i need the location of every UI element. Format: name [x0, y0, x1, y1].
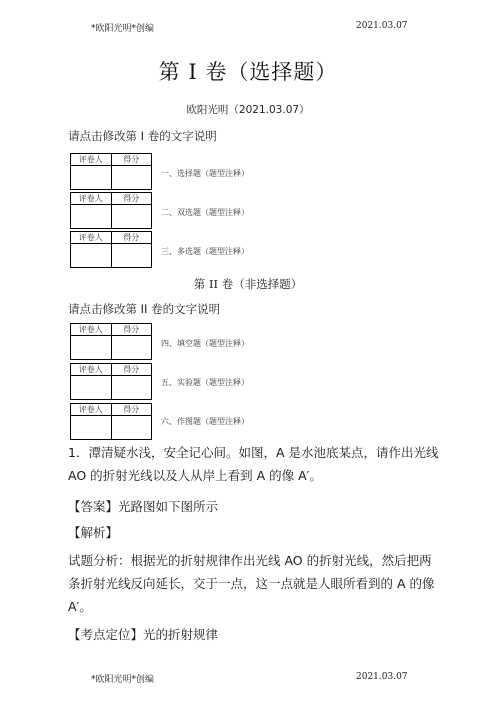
section-label-5: 五、实验题（题型注释） — [161, 378, 249, 387]
reviewer-cell[interactable] — [71, 336, 112, 360]
reviewer-header: 评卷人 — [71, 364, 112, 376]
reviewer-cell[interactable] — [71, 166, 112, 190]
analysis-line-2: 条折射光线反向延长，交于一点，这一点就是人眼所看到的 A 的像 — [68, 576, 435, 591]
score-cell[interactable] — [111, 416, 152, 440]
part2-title: 第 II 卷（非选择题） — [193, 277, 303, 291]
score-table-1 — [70, 153, 152, 190]
score-cell[interactable] — [111, 244, 152, 268]
score-header: 得分 — [111, 364, 152, 376]
author-line: 欧阳光明（2021.03.07） — [186, 104, 310, 116]
score-table-5 — [70, 363, 152, 400]
score-table-6 — [70, 403, 152, 440]
analysis-label: 【解析】 — [68, 525, 119, 540]
reviewer-cell[interactable] — [71, 416, 112, 440]
score-header: 得分 — [111, 324, 152, 336]
question-line-2: AO 的折射光线以及人从岸上看到 A 的像 A′。 — [68, 468, 323, 483]
section-label-3: 三、多选题（题型注释） — [161, 247, 249, 256]
reviewer-cell[interactable] — [71, 376, 112, 400]
score-header: 得分 — [111, 193, 152, 205]
section-label-4: 四、填空题（题型注释） — [161, 339, 249, 348]
score-cell[interactable] — [111, 376, 152, 400]
score-cell[interactable] — [111, 166, 152, 190]
score-cell[interactable] — [111, 205, 152, 229]
analysis-line-1: 试题分析：根据光的折射规律作出光线 AO 的折射光线，然后把两 — [68, 553, 432, 568]
score-header: 得分 — [111, 154, 152, 166]
reviewer-cell[interactable] — [71, 244, 112, 268]
footer-right: 2021.03.07 — [356, 672, 408, 682]
section-label-2: 二、双选题（题型注释） — [161, 208, 249, 217]
analysis-line-3: A′。 — [68, 599, 92, 614]
part1-note: 请点击修改第 I 卷的文字说明 — [68, 129, 217, 143]
part2-note: 请点击修改第 II 卷的文字说明 — [68, 302, 221, 316]
score-table-2 — [70, 192, 152, 229]
score-table-4 — [70, 323, 152, 360]
reviewer-header: 评卷人 — [71, 324, 112, 336]
page-title: 第 I 卷（选择题） — [158, 60, 338, 84]
header-right: 2021.03.07 — [356, 21, 408, 31]
score-header: 得分 — [111, 232, 152, 244]
reviewer-header: 评卷人 — [71, 232, 112, 244]
kaodian-line: 【考点定位】光的折射规律 — [68, 627, 219, 642]
score-header: 得分 — [111, 404, 152, 416]
section-label-6: 六、作图题（题型注释） — [161, 417, 249, 426]
reviewer-header: 评卷人 — [71, 404, 112, 416]
question-line-1: 1．潭清疑水浅，安全记心间。如图，A 是水池底某点，请作出光线 — [68, 445, 439, 460]
section-label-1: 一、选择题（题型注释） — [161, 169, 249, 178]
reviewer-header: 评卷人 — [71, 154, 112, 166]
score-cell[interactable] — [111, 336, 152, 360]
footer-left: *欧阳光明*创编 — [91, 675, 155, 685]
answer-line: 【答案】光路图如下图所示 — [68, 499, 219, 514]
reviewer-header: 评卷人 — [71, 193, 112, 205]
header-left: *欧阳光明*创编 — [91, 24, 155, 34]
reviewer-cell[interactable] — [71, 205, 112, 229]
score-table-3 — [70, 231, 152, 268]
